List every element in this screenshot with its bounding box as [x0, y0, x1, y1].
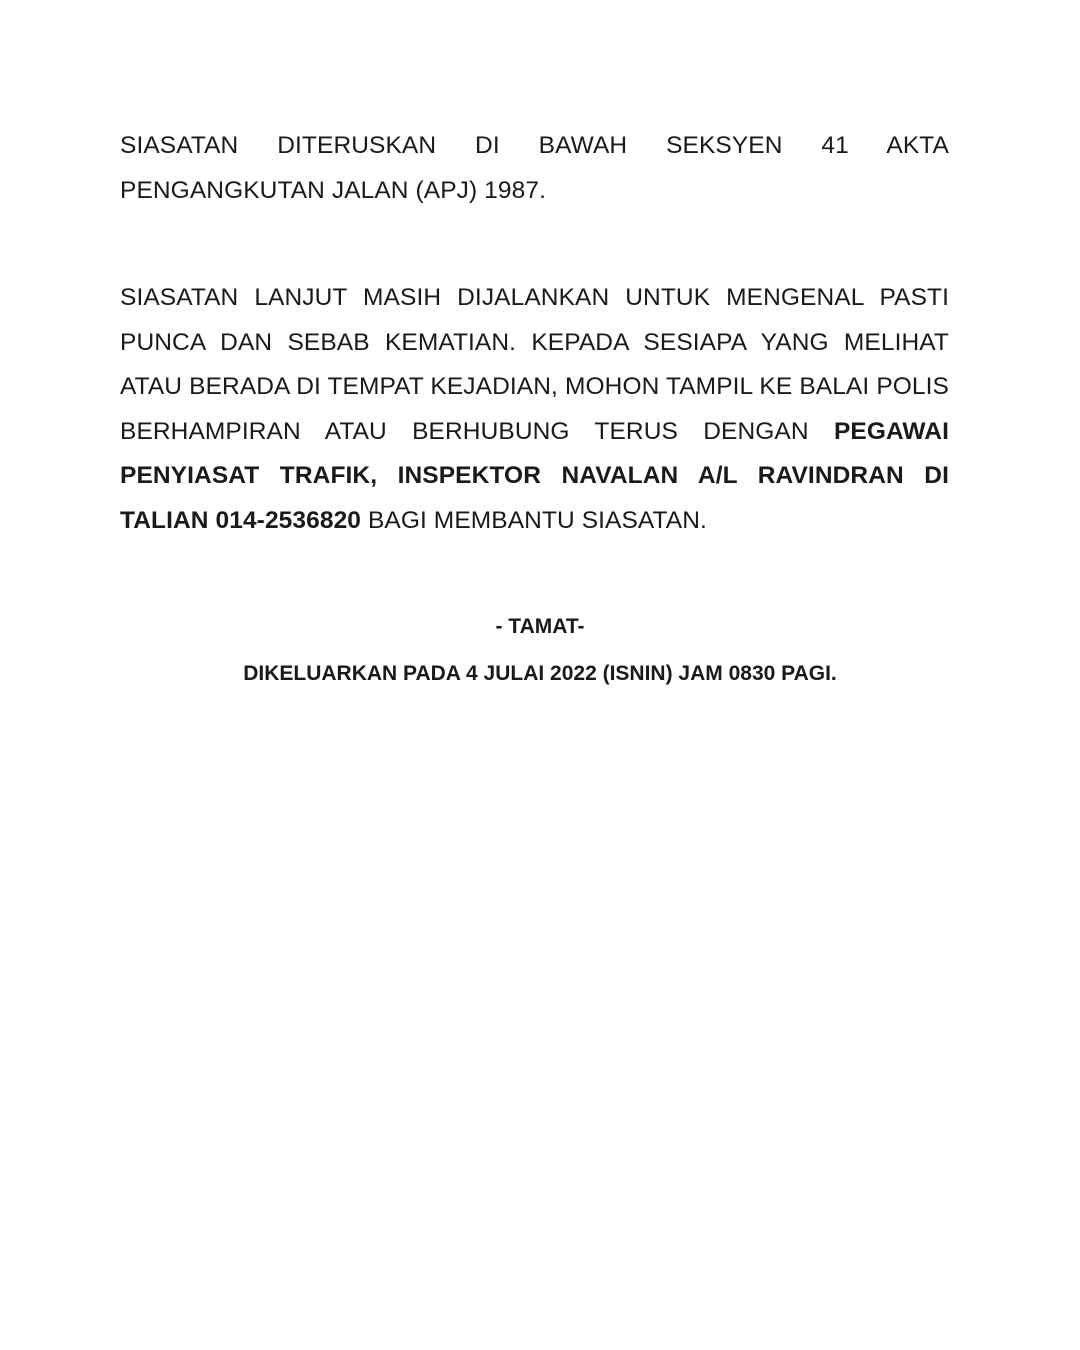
paragraph-investigation-section: SIASATAN DITERUSKAN DI BAWAH SEKSYEN 41 AKTA PENGANGKUTAN JALAN (APJ) 1987.	[120, 132, 949, 204]
appeal-closing-text: BAGI MEMBANTU SIASATAN.	[367, 506, 707, 534]
end-mark: - TAMAT-	[495, 615, 585, 638]
issued-date-line: DIKELUARKAN PADA 4 JULAI 2022 (ISNIN) JAM 0830 PAGI.	[243, 662, 837, 685]
investigating-officer-contact: PEGAWAI PENYIASAT TRAFIK, INSPEKTOR NAVALAN A/L RAVINDRAN DI TALIAN 014-2536820	[120, 417, 949, 534]
paragraph-appeal-witnesses	[120, 276, 949, 543]
appeal-text: SIASATAN LANJUT MASIH DIJALANKAN UNTUK MENGENAL PASTI PUNCA DAN SEBAB KEMATIAN. KEPADA SESIAPA YANG MELIHAT ATAU BERADA DI TEMPAT KEJADIAN, MOHON TAMPIL KE BALAI POLIS BERHAMPIRAN ATAU BERHUBUNG TERUS DENGAN	[120, 284, 949, 445]
